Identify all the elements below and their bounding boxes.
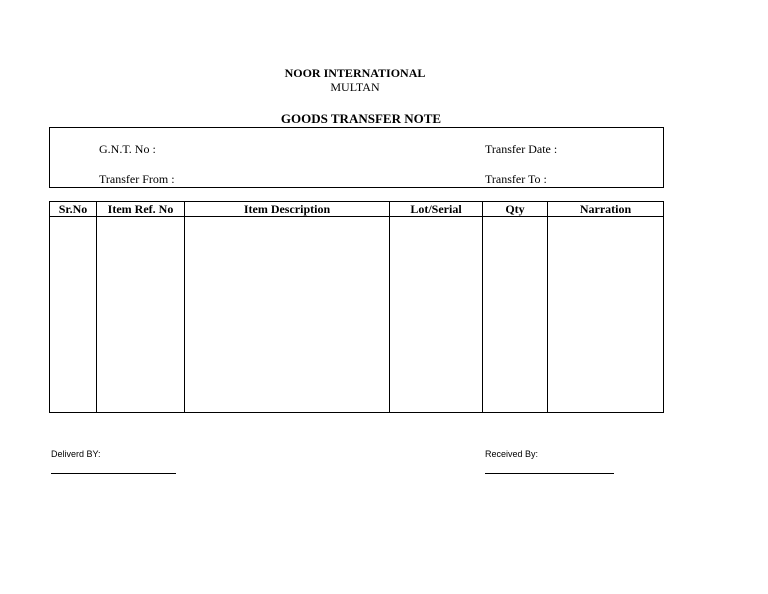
company-city: MULTAN bbox=[330, 80, 380, 94]
transfer-to-label: Transfer To : bbox=[485, 172, 547, 186]
gnt-no-label: G.N.T. No : bbox=[99, 142, 156, 156]
items-table bbox=[49, 201, 664, 413]
cell-sr-no bbox=[50, 217, 97, 413]
column-header-narration: Narration bbox=[548, 202, 664, 217]
cell-qty bbox=[483, 217, 548, 413]
cell-narration bbox=[548, 217, 664, 413]
cell-item-description bbox=[185, 217, 390, 413]
delivered-by-label: Deliverd BY: bbox=[51, 449, 101, 459]
table-row bbox=[50, 217, 664, 413]
transfer-from-label: Transfer From : bbox=[99, 172, 175, 186]
column-header-item-description: Item Description bbox=[185, 202, 390, 217]
company-name: NOOR INTERNATIONAL bbox=[284, 66, 426, 80]
delivered-by-signature-line bbox=[51, 473, 176, 474]
document-title: GOODS TRANSFER NOTE bbox=[280, 111, 442, 126]
transfer-date-label: Transfer Date : bbox=[485, 142, 558, 156]
column-header-qty: Qty bbox=[483, 202, 548, 217]
table-header-row bbox=[50, 202, 664, 217]
transfer-info-box bbox=[49, 127, 664, 188]
column-header-sr-no: Sr.No bbox=[50, 202, 97, 217]
column-header-lot-serial: Lot/Serial bbox=[390, 202, 483, 217]
cell-lot-serial bbox=[390, 217, 483, 413]
received-by-signature-line bbox=[485, 473, 614, 474]
column-header-item-ref-no: Item Ref. No bbox=[97, 202, 185, 217]
cell-item-ref-no bbox=[97, 217, 185, 413]
received-by-label: Received By: bbox=[485, 449, 539, 459]
